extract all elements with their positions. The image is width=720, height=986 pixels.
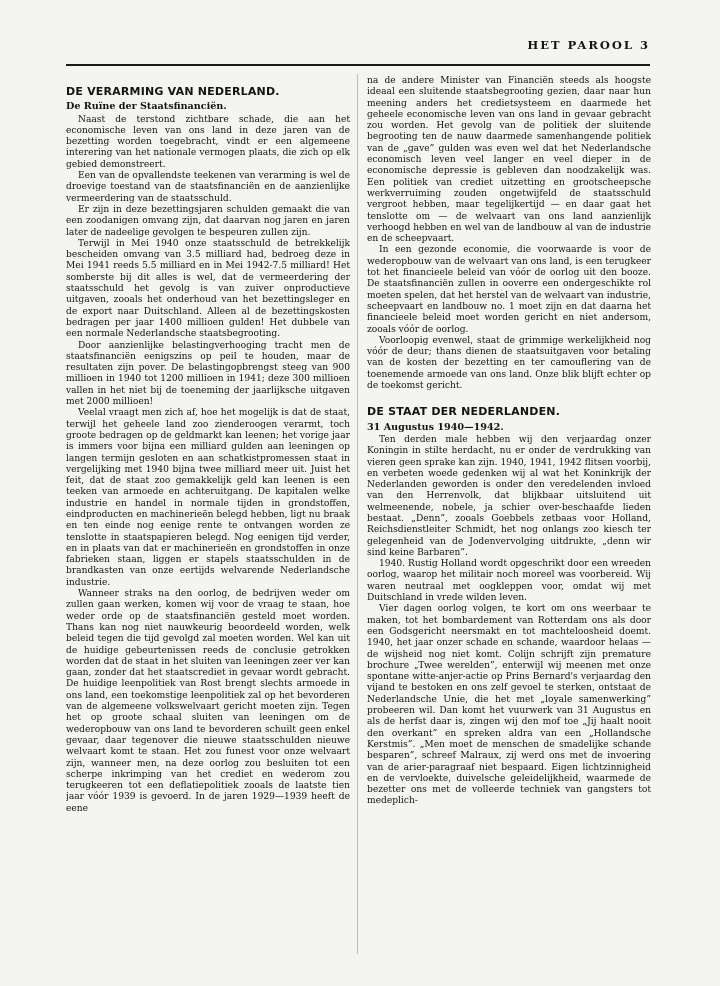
header-rule [66,64,650,66]
left-column [66,74,350,956]
paragraph-continued: na de andere Minister van Financiën steeds als hoogste ideaal een sluitende staatsbegrooting gezien, daar naar hun meening anders het credietsysteem en daarmede het geheele economische leven van ons land in gevaar gebracht zou worden. Het gevolg van de politiek der sluitende begrooting ten de nauw daarmede samenhangende politiek van de „gave” gulden was even wel dat het Nederlandsche economisch leven veel langer en veel dieper in de economische depressie is gebleven dan noodzakelijk was. Een politiek van crediet uitzetting en grootscheepsche werkverruiming zouden ongetwijfeld de staatsschuld vergroot hebben, maar tegelijkertijd — en daar gaat het tenslotte om — de welvaart van ons land aanzienlijk verhoogd hebben en wel van de landbouw al van de industrie en de scheepvaart. [367,76,651,245]
article-subtitle: De Ruïne der Staatsfinanciën. [66,101,227,113]
paragraph: In een gezonde economie, die voorwaarde is voor de wederopbouw van de welvaart van ons land, is een terugkeer tot het financieele beleid van vóór de oorlog uit den booze. De staatsfinanciën zullen in ooverre een ondergeschikte rol moeten spelen, dat het herstel van de welvaart van industrie, scheepvaart en landbouw no. 1 moet zijn en dat daarna het financieele beleid moet worden gericht en niet andersom, zooals vóór de oorlog. [367,245,651,335]
paragraph: Een van de opvallendste teekenen van verarming is wel de droevige toestand van de staatsfinanciën en de aanzienlijke vermeerdering van de staatsschuld. [66,171,350,204]
right-column [367,76,651,956]
column-divider [357,74,358,954]
paragraph: Door aanzienlijke belastingverhooging tracht men de staatsfinanciën eenigszins op peil te houden, maar de resultaten zijn pover. De belastingopbrengst steeg van 900 millioen in 1940 tot 1200 millioen in 1941; deze 300 millioen vallen in het niet bij de toeneming der jaarlijksche uitgaven met 2000 millioen! [66,340,350,408]
article-subtitle: 31 Augustus 1940—1942. [367,421,504,433]
paragraph: Veelal vraagt men zich af, hoe het mogelijk is dat de staat, terwijl het geheele land zoo zienderoogen verarmt, toch groote bedragen op de geldmarkt kan leenen; het vorige jaar is immers voor bijna een milliard gulden aan leeningen op langen termijn gesloten en aan schatkistpromessen staat in vergelijking met 1940 bijna twee milliard meer uit. Juist het feit, dat de staat zoo gemakkelijk geld kan leenen is een teeken van armoede en achteruitgang. De kapitalen welke industrie en handel in normale tijden in grondstoffen, eindproducten en machinerieën belegd hebben, ligt nu braak en ten einde nog eenige rente te ontvangen worden ze tenslotte in staatspapieren belegd. Nog eenigen tijd verder, en in plaats van dat er machinerieën en grondstoffen in onze fabrieken staan, liggen er stapels staatsschulden in de brandkasten van onze eertijds welvarende Nederlandsche industrie. [66,408,350,588]
paragraph: Voorloopig evenwel, staat de grimmige werkelijkheid nog vóór de deur; thans dienen de staatsuitgaven voor betaling van de kosten der bezetting en ter camouflering van de toenemende armoede van ons land. Onze blik blijft echter op de toekomst gericht. [367,335,651,392]
article-title: DE STAAT DER NEDERLANDEN. [367,405,561,419]
article-title: DE VERARMING VAN NEDERLAND. [66,85,280,98]
paragraph: Terwijl in Mei 1940 onze staatsschuld de betrekkelijk bescheiden omvang van 3.5 milliard had, bedroeg deze in Mei 1941 reeds 5.5 milliard en in Mei 1942-7.5 milliard! Het somberste bij dit alles is wel, dat de vermeerdering der staatsschuld het gevolg is van zuiver onproductieve uitgaven, zooals het onderhoud van het bezettingsleger en de export naar Duitschland. Alleen al de bezettingskosten bedragen per jaar 1400 millioen gulden! Het dubbele van een normale Nederlandsche staatsbegrooting. [66,238,350,340]
paragraph: Wanneer straks na den oorlog, de bedrijven weder om zullen gaan werken, komen wij voor de vraag te staan, hoe weder orde op de staatsfinanciën gesteld moet worden. Thans kan nog niet nauwkeurig beoordeeld worden, welk beleid tegen die tijd gevolgd zal moeten worden. Wel kan uit de huidige gebeurtenissen reeds de conclusie getrokken worden dat de staat in het sluiten van leeningen zeer ver kan gaan, zonder dat het staatscrediet in gevaar wordt gebracht. De huidige leenpolitiek van Rost brengt slechts armoede in ons land, een toekomstige leenpolitiek zal op het bevorderen van de algemeene volkswelvaart gericht moeten zijn. Tegen het op groote schaal sluiten van leeningen om de wederopbouw van ons land te bevorderen schuilt geen enkel gevaar, daar tegenover die nieuwe staatsschulden nieuwe welvaart komt te staan. Het zou funest voor onze welvaart zijn, wanneer men, na deze oorlog zou besluiten tot een scherpe inkrimping van het crediet en wederom zou terugkeeren tot een deflatiepolitiek zooals de laatste tien jaar vóór 1939 is gevoerd. In de jaren 1929—1939 heeft de eene [66,589,350,814]
running-head: HET PAROOL 3 [527,38,650,52]
paragraph: Ten derden male hebben wij den verjaardag onzer Koningin in stilte herdacht, nu er onder de verdrukking van vieren geen sprake kan zijn. 1940, 1941, 1942 flitsen voorbij, en verbeten woede gedenken wij al wat het Koninkrijk der Nederlanden geworden is onder den veredelenden invloed van den Herrenvolk, dat blijkbaar uitsluitend uit welmeenende, nobele, ja schier over-beschaafde lieden bestaat. „Denn”, zooals Goebbels zetbaas voor Holland, Reichsdienstleiter Schmidt, het nog onlangs zoo kiesch ter gelegenheid van de Jodenvervolging uitdrukte, „denn wir sind keine Barbaren”. [367,434,651,558]
paragraph: Er zijn in deze bezettingsjaren schulden gemaakt die van een zoodanigen omvang zijn, dat daarvan nog jaren en jaren later de nadeelige gevolgen te bespeuren zullen zijn. [66,204,350,238]
paragraph: Vier dagen oorlog volgen, te kort om ons weerbaar te maken, tot het bombardement van Rotterdam ons als door een Godsgericht neersmakt en tot machteloosheid doemt. 1940, het jaar onzer schade en schande, waardoor helaas — de wijsheid nog niet komt. Colijn schrijft zijn premature brochure „Twee werelden”, enterwijl wij meenen met onze spontane witte-anjer-actie op Prins Bernard's verjaardag den vijand te bestoken en ons zelf gevoel te sterken, ontstaat de Nederlandsche Unie, die het met „loyale samenwerking” probeeren wil. Dan komt het vuurwerk van 31 Augustus en als de herfst daar is, zingen wij den mof toe „Jij haalt nooit den overkant” en spreken aldra van een „Hollandsche Kerstmis”. „Men moet de menschen de smadelijke schande besparen”, schreef Malraux, zij werd ons met de invoering van de arier-paragraaf niet bespaard. Eigen lichtzinnigheid en de vervloekte, duivelsche geleidelijkheid, waarmede de bezetter ons met de volleerde techniek van gangsters tot medeplich- [367,604,651,807]
paragraph: 1940. Rustig Holland wordt opgeschrikt door een wreeden oorlog, waarop het militair noch moreel was voorbereid. Wij waren neutraal met oogkleppen voor, omdat wij met Duitschland in vrede wilden leven. [367,559,651,604]
paragraph: Naast de terstond zichtbare schade, die aan het economische leven van ons land in deze jaren van de bezetting worden toegebracht, vindt er een algemeene interering van het nationale vermogen plaats, die zich op elk gebied demonstreert. [66,114,350,170]
